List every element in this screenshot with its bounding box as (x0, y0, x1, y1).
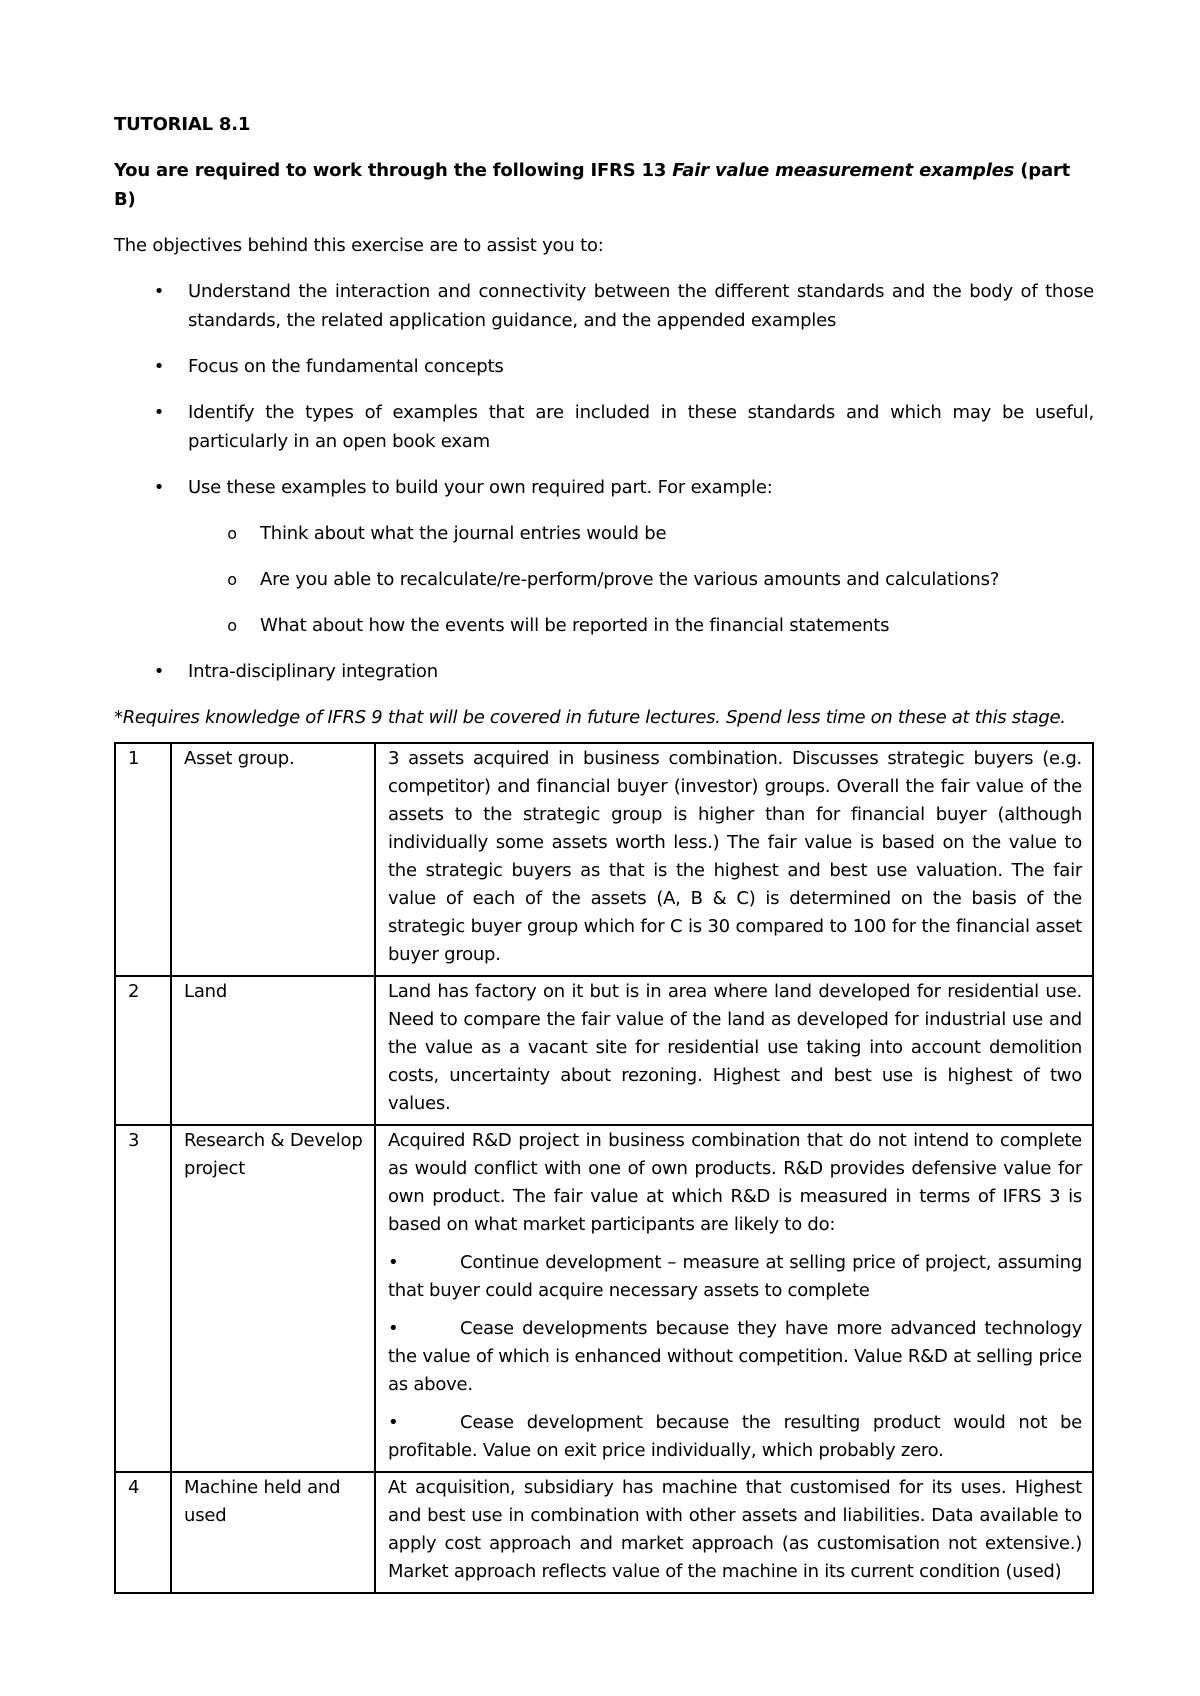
objective-text: Use these examples to build your own required part. For example: (188, 477, 773, 498)
instruction-text-before: You are required to work through the following IFRS 13 (114, 160, 673, 181)
description-point (388, 1315, 1082, 1399)
row-number: 4 (115, 1472, 171, 1593)
objective-item (114, 657, 1094, 686)
bullet-icon: • (388, 1318, 399, 1339)
objectives-intro: The objectives behind this exercise are to assist you to: (114, 235, 604, 256)
description-point-text: Cease development because the resulting product would not be profitable. Value on exit price individually, which probably zero. (388, 1412, 1082, 1461)
row-topic: Land (171, 976, 375, 1125)
row-number: 1 (115, 743, 171, 976)
instruction-emphasis: Fair value measurement examples (672, 160, 1015, 181)
row-topic: Research & Develop project (171, 1125, 375, 1472)
description-point-text: Continue development – measure at selling price of project, assuming that buyer could acquire necessary assets to complete (388, 1252, 1082, 1301)
row-topic: Asset group. (171, 743, 375, 976)
description-point (388, 1249, 1082, 1305)
objective-item (114, 473, 1094, 640)
objective-text: Intra-disciplinary integration (188, 661, 438, 682)
sub-objectives-list (188, 519, 1094, 640)
row-topic: Machine held and used (171, 1472, 375, 1593)
bullet-icon: • (153, 661, 165, 682)
bullet-icon: • (388, 1412, 399, 1433)
description-point (388, 1409, 1082, 1465)
examples-table (114, 742, 1094, 1594)
sub-objective-item (188, 519, 1094, 548)
table-row (115, 976, 1093, 1125)
row-description: Land has factory on it but is in area where land developed for residential use. Need to compare the fair value of the land as developed for industrial use and the value as a vacant site for residential use taking into account demolition costs, uncertainty about rezoning. Highest and best use is highest of two values. (375, 976, 1093, 1125)
row-description: At acquisition, subsidiary has machine that customised for its uses. Highest and best use in combination with other assets and liabilities. Data available to apply cost approach and market approach (as customisation not extensive.) Market approach reflects value of the machine in its current condition (used) (375, 1472, 1093, 1593)
table-row (115, 1125, 1093, 1472)
instruction-line (114, 156, 1094, 214)
table-row (115, 1472, 1093, 1593)
bullet-icon: • (153, 402, 165, 423)
circle-bullet-icon: o (227, 616, 237, 635)
objective-text: Focus on the fundamental concepts (188, 356, 504, 377)
sub-objective-item (188, 565, 1094, 594)
bullet-icon: • (153, 477, 165, 498)
sub-objective-text: What about how the events will be reported in the financial statements (260, 615, 890, 636)
objective-text: Identify the types of examples that are included in these standards and which may be useful, particularly in an open book exam (188, 402, 1094, 452)
sub-objective-text: Are you able to recalculate/re-perform/prove the various amounts and calculations? (260, 569, 1000, 590)
bullet-icon: • (153, 281, 165, 302)
objective-text: Understand the interaction and connectivity between the different standards and the body of those standards, the related application guidance, and the appended examples (188, 281, 1094, 331)
row-number: 2 (115, 976, 171, 1125)
circle-bullet-icon: o (227, 524, 237, 543)
tutorial-title: TUTORIAL 8.1 (114, 114, 251, 135)
objective-item (114, 398, 1094, 456)
document-page (114, 110, 1094, 1594)
row-description-text: Acquired R&D project in business combination that do not intend to complete as would conflict with one of own products. R&D provides defensive value for own product. The fair value at which R&D is measured in terms of IFRS 3 is based on what market participants are likely to do: (388, 1130, 1082, 1235)
objectives-list (114, 277, 1094, 686)
sub-objective-item (188, 611, 1094, 640)
objective-item (114, 352, 1094, 381)
row-description: 3 assets acquired in business combination. Discusses strategic buyers (e.g. competitor) and financial buyer (investor) groups. Overall the fair value of the assets to the strategic group is higher than for financial buyer (although individually some assets worth less.) The fair value is based on the value to the strategic buyers as that is the highest and best use valuation. The fair value of each of the assets (A, B & C) is determined on the basis of the strategic buyer group which for C is 30 compared to 100 for the financial asset buyer group. (375, 743, 1093, 976)
objective-item (114, 277, 1094, 335)
sub-objective-text: Think about what the journal entries would be (260, 523, 667, 544)
row-description (375, 1125, 1093, 1472)
description-point-text: Cease developments because they have more advanced technology the value of which is enhanced without competition. Value R&D at selling price as above. (388, 1318, 1082, 1395)
circle-bullet-icon: o (227, 570, 237, 589)
row-number: 3 (115, 1125, 171, 1472)
bullet-icon: • (388, 1252, 399, 1273)
ifrs9-note: *Requires knowledge of IFRS 9 that will be covered in future lectures. Spend less time on these at this stage. (114, 707, 1066, 728)
instruction-text-after: (part B) (114, 160, 1070, 210)
table-row (115, 743, 1093, 976)
bullet-icon: • (153, 356, 165, 377)
